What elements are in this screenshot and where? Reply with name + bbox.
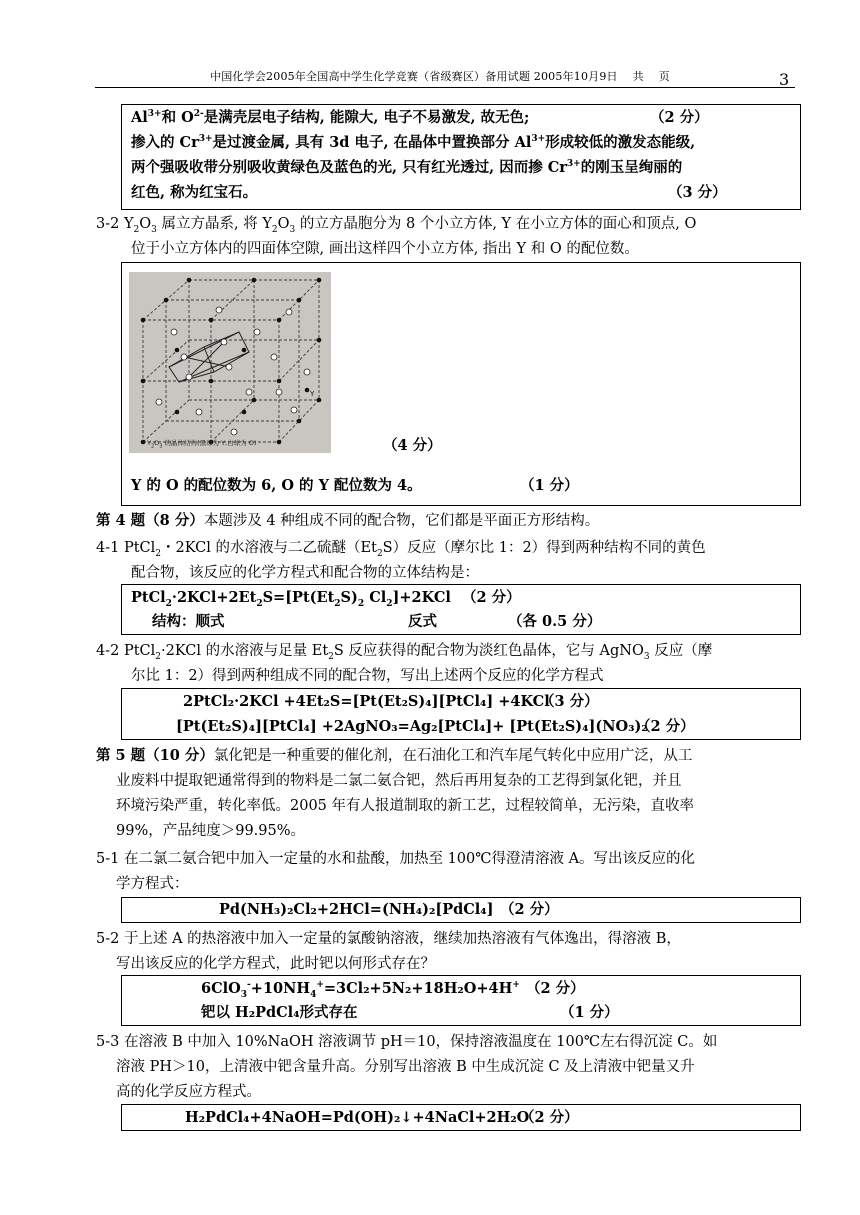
answer-line: $6ClO_3^-+10NH_4^+=3Cl_2+5N_2+18H_2O+4H^+$ <box>201 980 520 1000</box>
question-5-2-cont: 写出该反应的化学方程式，此时钯以何形式存在？ <box>116 956 435 972</box>
question-5-3-cont: 溶液 PH＞10，上清液中钯含量升高。分别写出溶液 B 中生成沉淀 C 及上清液中钯量又升 <box>116 1059 695 1075</box>
question-4-1: 4-1 PtCl$_2$・2KCl 的水溶液与二乙硫醚$(Et_2S)$反应（摩尔比 1：2）得到两种结构不同的黄色 <box>96 540 706 559</box>
score: （2 分） <box>526 980 585 997</box>
question-5-2: 5-2 于上述 A 的热溶液中加入一定量的氯酸钠溶液，继续加热溶液有气体逸出，得溶液 B， <box>96 931 681 947</box>
question-5-1: 5-1 在二氯二氨合钯中加入一定量的水和盐酸，加热至 100℃得澄清溶液 A。写出该反应的化 <box>96 851 696 867</box>
score: （3 分） <box>540 693 599 710</box>
answer-line: 2PtCl₂·2KCl +4Et₂S=[Pt(Et₂S)₄][PtCl₄] +4KCl <box>183 693 550 710</box>
score: （2 分） <box>520 1109 579 1126</box>
score: （3 分） <box>668 184 727 201</box>
answer-line: 反式 <box>408 613 437 630</box>
answer-line: $Al^{3+}$和 $O^{2-}$是满壳层电子结构, 能隙大, 电子不易激发, 故无色; <box>131 109 530 126</box>
page-number: 3 <box>779 70 790 89</box>
question-5-text: 99%，产品纯度＞99.95%。 <box>116 823 306 839</box>
question-3-2: 3-2 $Y_2O_3$ 属立方晶系, 将 $Y_2O_3$ 的立方晶胞分为 8 个小立方体, Y 在小立方体的面心和顶点, O <box>96 216 697 235</box>
page-header: 中国化学会2005年全国高中学生化学竞赛（省级赛区）备用试题 2005年10月9日 共 页 <box>210 70 670 83</box>
question-4-1-cont: 配合物，该反应的化学方程式和配合物的立体结构是： <box>131 565 479 581</box>
question-5-3: 5-3 在溶液 B 中加入 10%NaOH 溶液调节 pH＝10，保持溶液温度在 100℃左右得沉淀 C。如 <box>96 1034 718 1050</box>
score: （4 分） <box>383 437 442 454</box>
score: （各 0.5 分） <box>508 613 602 630</box>
question-5-title: 第 5 题（10 分）氯化钯是一种重要的催化剂，在石油化工和汽车尾气转化中应用广泛，从工 <box>96 747 693 764</box>
score: （2 分） <box>650 109 709 126</box>
answer-line: Pd(NH₃)₂Cl₂+2HCl=(NH₄)₂[PdCl₄] <box>219 901 494 918</box>
score: （2 分） <box>636 718 695 735</box>
score: （1 分） <box>560 1004 619 1021</box>
question-5-1-cont: 学方程式： <box>116 876 189 892</box>
score: （1 分） <box>520 477 579 494</box>
question-4-2-cont: 尔比 1：2）得到两种组成不同的配合物，写出上述两个反应的化学方程式 <box>131 668 604 684</box>
answer-line: H₂PdCl₄+4NaOH=Pd(OH)₂↓+4NaCl+2H₂O <box>185 1109 530 1126</box>
figure-caption: $Y_2O_3$ 的晶体结构(黑球为 Y,白球为 O) <box>147 439 257 450</box>
answer-line: Y 的 O 的配位数为 6, O 的 Y 配位数为 4。 <box>131 477 422 494</box>
answer-line: 结构：顺式 <box>152 613 225 630</box>
answer-line: 两个强吸收带分别吸收黄绿色及蓝色的光, 只有红光透过, 因而掺 $Cr^{3+}$的刚玉呈绚丽的 <box>131 159 683 176</box>
question-4-2: 4-2 PtCl$_2$·2KCl 的水溶液与足量 $Et_2S$ 反应获得的配合物为淡红色晶体，它与 AgNO$_3$ 反应（摩 <box>96 643 713 662</box>
crystal-structure-figure <box>129 272 331 453</box>
answer-line: $PtCl_2\cdot 2KCl+2Et_2S=[Pt(Et_2S)_2$ $Cl_2]+2KCl$ <box>131 589 451 609</box>
answer-line: 掺入的 $Cr^{3+}$是过渡金属, 具有 3d 电子, 在晶体中置换部分 $Al^{3+}$形成较低的激发态能级, <box>131 134 696 151</box>
question-3-2-cont: 位于小立方体内的四面体空隙, 画出这样四个小立方体, 指出 Y 和 O 的配位数。 <box>131 241 639 257</box>
score: （2 分） <box>462 589 521 606</box>
question-5-3-cont: 高的化学反应方程式。 <box>116 1084 261 1100</box>
crystal-structure-diagram <box>129 272 331 453</box>
question-5-text: 业废料中提取钯通常得到的物料是二氯二氨合钯，然后再用复杂的工艺得到氯化钯，并且 <box>116 773 682 789</box>
question-5-text: 环境污染严重，转化率低。2005 年有人报道制取的新工艺，过程较简单，无污染，直收率 <box>116 798 695 814</box>
header-rule <box>95 87 795 88</box>
answer-line: 红色, 称为红宝石。 <box>131 184 258 201</box>
question-4-title: 第 4 题（8 分）本题涉及 4 种组成不同的配合物，它们都是平面正方形结构。 <box>96 512 600 529</box>
answer-line: [Pt(Et₂S)₄][PtCl₄] +2AgNO₃=Ag₂[PtCl₄]+ [Pt(Et₂S)₄](NO₃)₂ <box>176 718 648 735</box>
figure-label-y: Y <box>310 390 315 398</box>
score: （2 分） <box>500 901 559 918</box>
answer-line: 钯以 H₂PdCl₄形式存在 <box>201 1004 358 1021</box>
